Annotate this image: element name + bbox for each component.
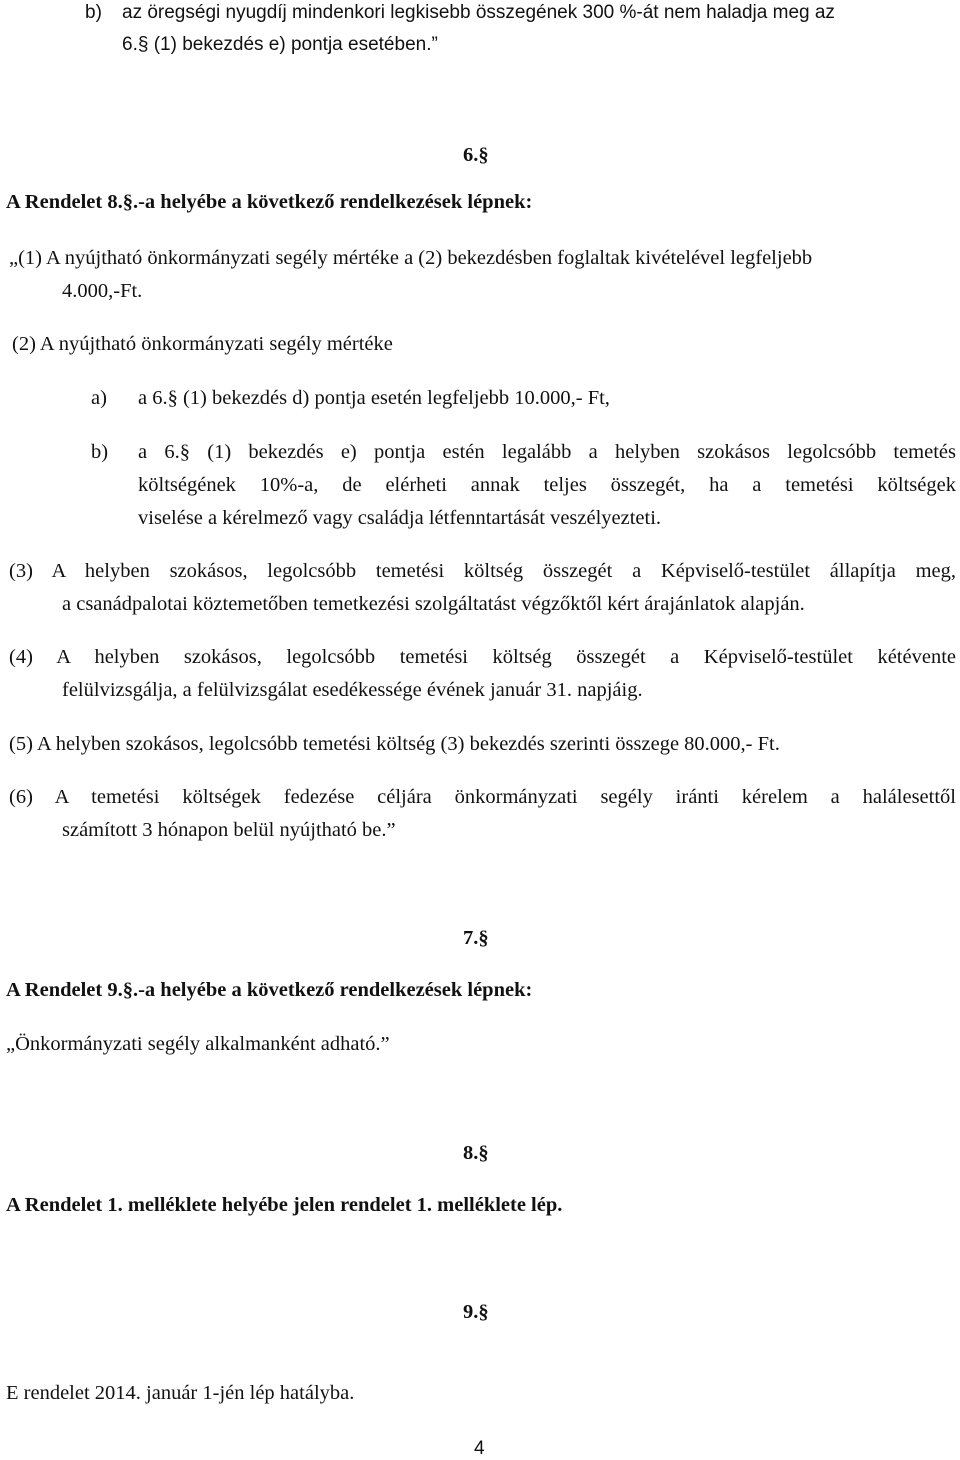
paragraph-2: (2) A nyújtható önkormányzati segély mértéke [12, 333, 393, 355]
list-item-b-line1: a 6.§ (1) bekezdés e) pontja estén legalább a helyben szokásos legolcsóbb temetés [138, 441, 956, 463]
paragraph-1-line2: 4.000,-Ft. [62, 280, 143, 302]
section-7-intro: A Rendelet 9.§.-a helyébe a következő rendelkezések lépnek: [6, 979, 533, 1001]
section-8-text: A Rendelet 1. melléklete helyébe jelen rendelet 1. melléklete lép. [6, 1194, 563, 1216]
top-b-line2: 6.§ (1) bekezdés e) pontja esetében.” [122, 34, 438, 55]
paragraph-6-line1: (6) A temetési költségek fedezése céljára önkormányzati segély iránti kérelem a halálesettől [9, 786, 956, 808]
paragraph-4-line1: (4) A helyben szokásos, legolcsóbb temetési költség összegét a Képviselő-testület kétévente [9, 646, 956, 668]
paragraph-3-line1: (3) A helyben szokásos, legolcsóbb temetési költség összegét a Képviselő-testület állapítja meg, [9, 560, 956, 582]
top-b-line1: az öregségi nyugdíj mindenkori legkisebb összegének 300 %-át nem haladja meg az [122, 2, 835, 23]
section-heading-7: 7.§ [463, 927, 489, 949]
list-item-b-line2: költségének 10%-a, de elérheti annak teljes összegét, ha a temetési költségek [138, 474, 956, 496]
paragraph-5: (5) A helyben szokásos, legolcsóbb temetési költség (3) bekezdés szerinti összege 80.000,- Ft. [9, 733, 780, 755]
list-item-a: a 6.§ (1) bekezdés d) pontja esetén legfeljebb 10.000,- Ft, [138, 387, 610, 409]
paragraph-1-line1: „(1) A nyújtható önkormányzati segély mértéke a (2) bekezdésben foglaltak kivételével legfeljebb [9, 247, 813, 269]
section-heading-8: 8.§ [463, 1142, 489, 1164]
section-6-intro: A Rendelet 8.§.-a helyébe a következő rendelkezések lépnek: [6, 191, 533, 213]
paragraph-3-line2: a csanádpalotai köztemetőben temetkezési szolgáltatást végzőktől kért árajánlatok alapján. [62, 593, 805, 615]
list-label-b2: b) [91, 441, 109, 463]
page-number: 4 [474, 1438, 485, 1459]
section-heading-9: 9.§ [463, 1301, 489, 1323]
paragraph-6-line2: számított 3 hónapon belül nyújtható be.” [62, 819, 396, 841]
section-9-text: E rendelet 2014. január 1-jén lép hatályba. [6, 1382, 355, 1404]
list-item-b-line3: viselése a kérelmező vagy családja létfenntartását veszélyezteti. [138, 507, 662, 529]
section-heading-6: 6.§ [463, 144, 489, 166]
list-label-b: b) [85, 2, 102, 23]
list-label-a: a) [91, 387, 107, 409]
section-7-text: „Önkormányzati segély alkalmanként adható.” [6, 1033, 390, 1055]
paragraph-4-line2: felülvizsgálja, a felülvizsgálat esedékessége évének január 31. napjáig. [62, 679, 643, 701]
